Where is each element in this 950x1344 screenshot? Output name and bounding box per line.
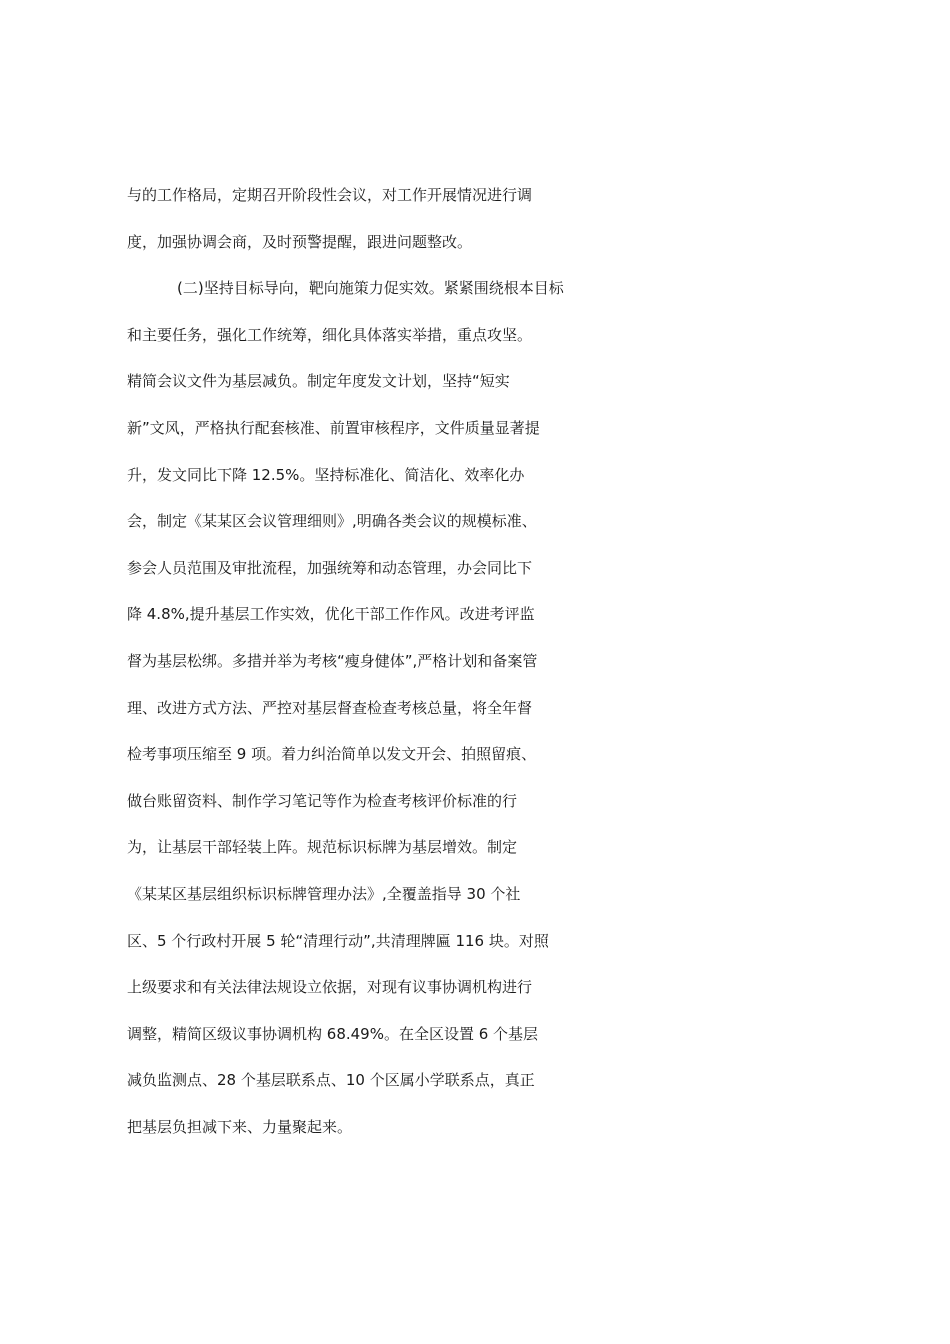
text-line: 区、5 个行政村开展 5 轮“清理行动”,共清理牌匾 116 块。对照 xyxy=(127,931,549,950)
text-line: 参会人员范围及审批流程，加强统筹和动态管理，办会同比下 xyxy=(127,558,533,577)
text-line: 降 4.8%,提升基层工作实效，优化干部工作作风。改进考评监 xyxy=(127,605,535,624)
body-text xyxy=(127,172,837,1150)
text-line: 督为基层松绑。多措并举为考核“瘦身健体”,严格计划和备案管 xyxy=(127,651,538,670)
text-line: 上级要求和有关法律法规设立依据，对现有议事协调机构进行 xyxy=(127,978,533,997)
text-line: 为，让基层干部轻装上阵。规范标识标牌为基层增效。制定 xyxy=(127,838,518,857)
text-line: 和主要任务，强化工作统筹，细化具体落实举措，重点攻坚。 xyxy=(127,325,533,344)
text-line: 检考事项压缩至 9 项。着力纠治简单以发文开会、拍照留痕、 xyxy=(127,745,537,764)
text-line: 减负监测点、28 个基层联系点、10 个区属小学联系点，真正 xyxy=(127,1071,535,1090)
text-line: 度，加强协调会商，及时预警提醒，跟进问题整改。 xyxy=(127,232,473,251)
text-line: 精简会议文件为基层减负。制定年度发文计划，坚持“短实 xyxy=(127,372,510,391)
text-line: 与的工作格局，定期召开阶段性会议，对工作开展情况进行调 xyxy=(127,186,533,204)
text-line: 把基层负担减下来、力量聚起来。 xyxy=(127,1117,353,1136)
section-heading-line: (二)坚持目标导向，靶向施策力促实效。紧紧围绕根本目标 xyxy=(177,279,564,298)
text-line: 《某某区基层组织标识标牌管理办法》,全覆盖指导 30 个社 xyxy=(127,884,521,903)
text-line: 调整，精简区级议事协调机构 68.49%。在全区设置 6 个基层 xyxy=(127,1024,539,1043)
text-line: 新”文风，严格执行配套核准、前置审核程序，文件质量显著提 xyxy=(127,418,540,437)
text-line: 升，发文同比下降 12.5%。坚持标准化、简洁化、效率化办 xyxy=(127,465,525,484)
text-line: 理、改进方式方法、严控对基层督查检查考核总量，将全年督 xyxy=(127,698,533,717)
text-line: 会，制定《某某区会议管理细则》,明确各类会议的规模标准、 xyxy=(127,512,537,531)
text-line: 做台账留资料、制作学习笔记等作为检查考核评价标准的行 xyxy=(127,791,518,810)
